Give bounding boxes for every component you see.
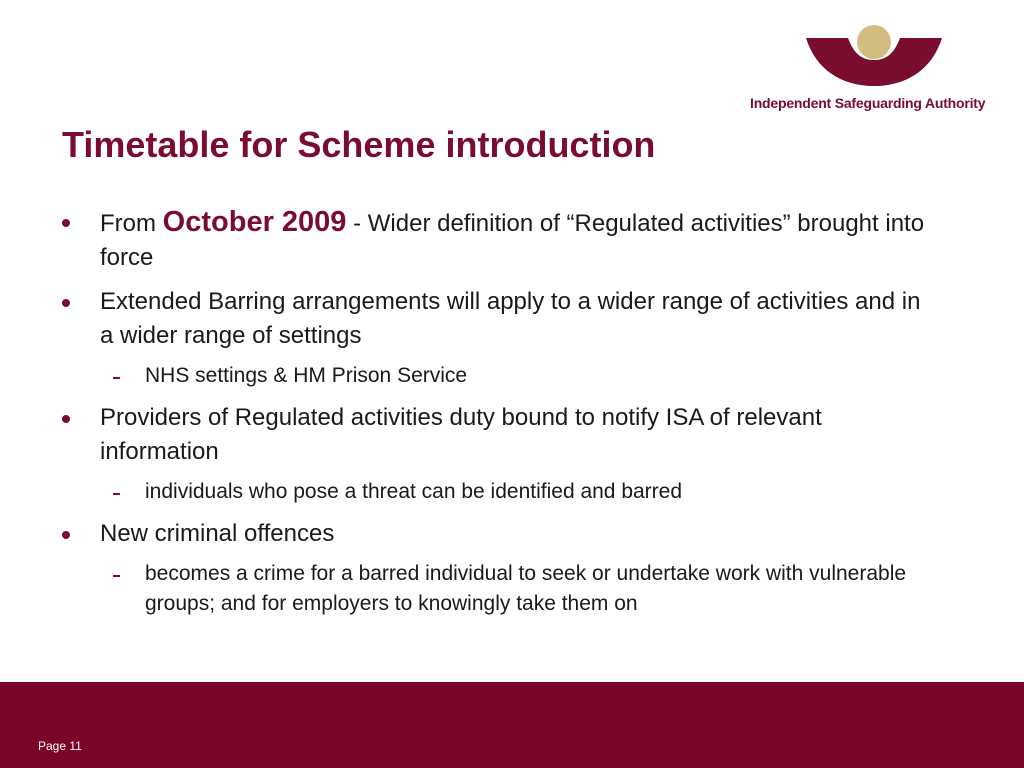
bullet-prefix: From: [100, 210, 163, 237]
sub-bullet-item: [145, 477, 945, 507]
logo: [748, 18, 1004, 118]
bullet-item: [100, 517, 930, 551]
bullet-item: [100, 285, 930, 353]
sub-bullet-item: [145, 559, 945, 619]
sub-bullet-item: [145, 361, 945, 391]
bullet-text: Extended Barring arrangements will apply to a wider range of activities and in a wider range of settings: [100, 288, 921, 349]
footer-bar: [0, 682, 1024, 768]
sub-bullet-text: individuals who pose a threat can be identified and barred: [145, 480, 683, 503]
sub-bullet-dash-icon: [113, 493, 120, 495]
bullet-text: Providers of Regulated activities duty bound to notify ISA of relevant information: [100, 404, 822, 465]
bullet-dot-icon: [62, 531, 70, 539]
bullet-list: [0, 205, 1024, 619]
sub-bullet-dash-icon: [113, 377, 120, 379]
bullet-item: [100, 205, 930, 275]
sub-bullet-text: NHS settings & HM Prison Service: [145, 364, 468, 387]
sub-bullet-text: becomes a crime for a barred individual to seek or undertake work with vulnerable groups; and for employers to knowingly take them on: [145, 562, 907, 615]
bullet-dot-icon: [62, 415, 70, 423]
bullet-item: [100, 401, 930, 469]
highlight-date: October 2009: [162, 206, 347, 238]
slide-title: Timetable for Scheme introduction: [62, 124, 656, 165]
bullet-dot-icon: [62, 299, 70, 307]
bullet-text: - Wider definition of “Regulated activities” brought into force: [100, 210, 925, 271]
page-number: Page 11: [38, 739, 82, 753]
brand-name: Independent Safeguarding Authority: [750, 95, 986, 111]
sub-bullet-dash-icon: [113, 575, 120, 577]
bullet-text: New criminal offences: [100, 520, 335, 547]
bullet-dot-icon: [62, 219, 70, 227]
isa-logo-icon: [806, 18, 942, 88]
